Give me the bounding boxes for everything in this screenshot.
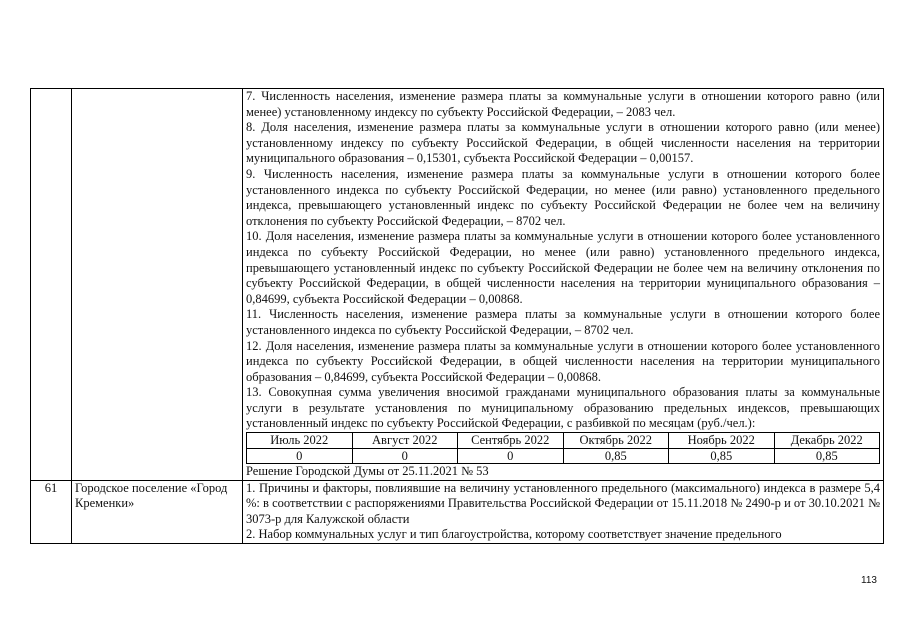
month-value: 0,85	[774, 448, 880, 464]
paragraph-item-9: 9. Численность населения, изменение размера платы за коммунальные услуги в отношении которого более установленного индекса по субъекту Российской Федерации, но менее (или равно) установленного предельного индекса, превышающего установленный индекс по субъекту Российской Федерации не более чем на величину отклонения по субъекту Российской Федерации, – 8702 чел.	[246, 166, 880, 228]
month-header: Декабрь 2022	[774, 433, 880, 449]
table-row	[31, 89, 884, 481]
row-number-cell	[31, 89, 72, 481]
paragraph-item-10: 10. Доля населения, изменение размера платы за коммунальные услуги в отношении которого более установленного индекса по субъекту Российской Федерации, но менее (или равно) установленного предельного индекса, превышающего установленный индекс по субъекту Российской Федерации не более чем на величину отклонения по субъекту Российской Федерации, в общей численности населения на территории муниципального образования – 0,84699, субъекта Российской Федерации – 0,00868.	[246, 229, 880, 306]
paragraph-item-2: 2. Набор коммунальных услуг и тип благоустройства, которому соответствует значение предельного	[246, 527, 782, 542]
month-value: 0	[247, 448, 353, 464]
month-value: 0,85	[563, 448, 669, 464]
month-header: Июль 2022	[247, 433, 353, 449]
municipality-name-cell: Городское поселение «Город Кременки»	[72, 480, 243, 543]
row-number-cell: 61	[31, 480, 72, 543]
month-header: Сентябрь 2022	[458, 433, 564, 449]
table-row	[31, 480, 884, 543]
month-value-row	[247, 448, 880, 464]
paragraph-item-13: 13. Совокупная сумма увеличения вносимой гражданами муниципального образования платы за коммунальные услуги в результате установления по муниципальному образованию предельных индексов, превышающих установленный индекс по субъекту Российской Федерации, с разбивкой по месяцам (руб./чел.):	[246, 385, 880, 431]
month-header: Октябрь 2022	[563, 433, 669, 449]
paragraph-item-7: 7. Численность населения, изменение размера платы за коммунальные услуги в отношении которого равно (или менее) установленному индексу по субъекту Российской Федерации, – 2083 чел.	[246, 89, 880, 119]
paragraph-item-11: 11. Численность населения, изменение размера платы за коммунальные услуги в отношении которого более установленного индекса по субъекту Российской Федерации, – 8702 чел.	[246, 307, 880, 337]
paragraph-item-12: 12. Доля населения, изменение размера платы за коммунальные услуги в отношении которого более установленного индекса по субъекту Российской Федерации, в общей численности населения на территории муниципального образования – 0,84699, субъекта Российской Федерации – 0,00868.	[246, 338, 880, 384]
page-number: 113	[861, 575, 877, 586]
month-value: 0	[352, 448, 458, 464]
month-header-row	[247, 433, 880, 449]
monthly-payment-table	[246, 432, 880, 464]
month-header: Август 2022	[352, 433, 458, 449]
municipal-index-table	[30, 88, 884, 544]
paragraph-item-8: 8. Доля населения, изменение размера платы за коммунальные услуги в отношении которого равно (или менее) установленному индексу по субъекту Российской Федерации, в общей численности населения на территории муниципального образования – 0,15301, субъекта Российской Федерации – 0,00157.	[246, 120, 880, 166]
month-value: 0	[458, 448, 564, 464]
paragraph-item-1: 1. Причины и факторы, повлиявшие на величину установленного предельного (максимального) индекса в размере 5,4 %: в соответствии с распоряжениями Правительства Российской Федерации от 15.11.2018 № 2490-р и от 30.10.2021 № 3073-р для Калужской области	[246, 480, 880, 526]
justification-cell	[243, 89, 884, 481]
month-value: 0,85	[669, 448, 775, 464]
decision-reference: Решение Городской Думы от 25.11.2021 № 53	[246, 464, 489, 479]
justification-cell	[243, 480, 884, 543]
municipality-name-cell	[72, 89, 243, 481]
month-header: Ноябрь 2022	[669, 433, 775, 449]
